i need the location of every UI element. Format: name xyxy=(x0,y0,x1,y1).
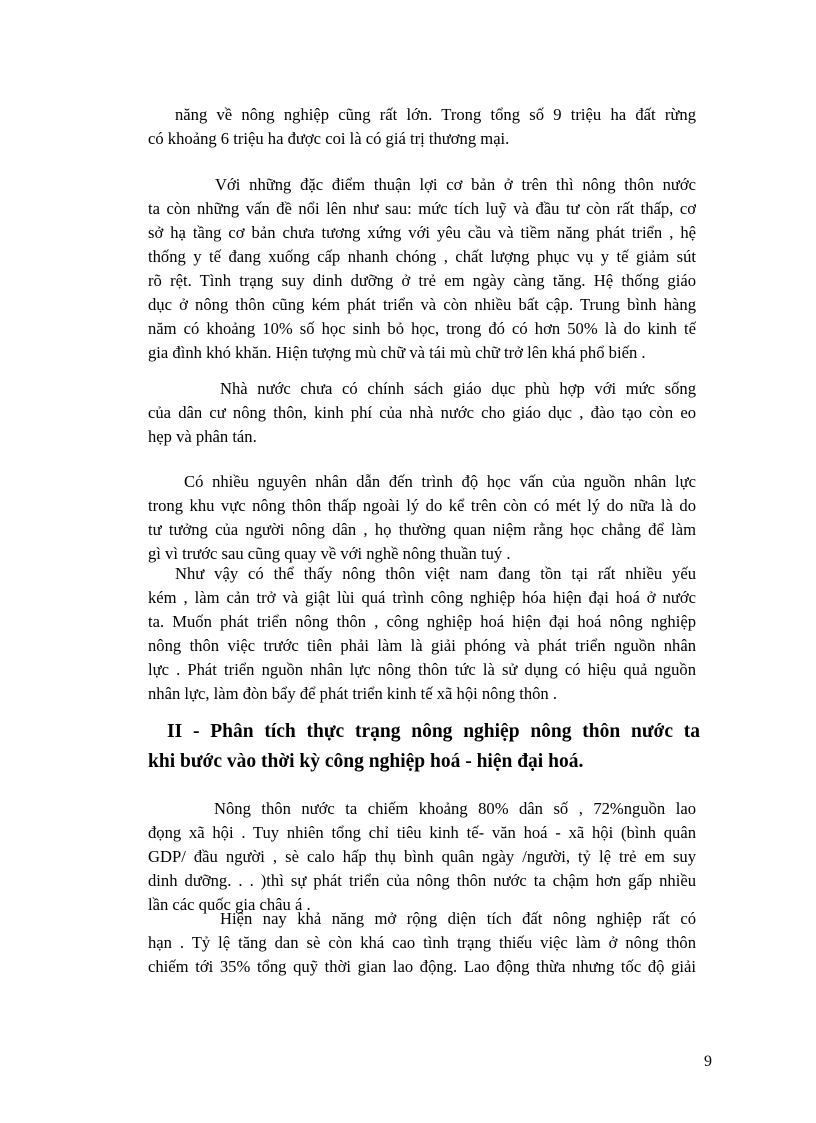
paragraph-1 xyxy=(148,103,696,151)
text-line: lần các quốc gia châu á . xyxy=(148,895,311,914)
text-line: năng về nông nghiệp cũng rất lớn. Trong tổng số 9 triệu ha đất rừng xyxy=(175,105,696,124)
page-number: 9 xyxy=(704,1053,712,1070)
text-line: gì vì trước sau cũng quay về với nghề nông thuần tuý . xyxy=(148,544,511,563)
text-line: Nhà nước chưa có chính sách giáo dục phù hợp với mức sống xyxy=(220,379,696,398)
text-line: rõ rệt. Tình trạng suy dinh dưỡng ở trẻ em ngày càng tăng. Hệ thống giáo xyxy=(148,271,696,290)
text-line: năm có khoảng 10% số học sinh bỏ học, trong đó có hơn 50% là do kinh tế xyxy=(148,319,696,338)
text-line: Hiện nay khả năng mở rộng diện tích đất nông nghiệp rất có xyxy=(220,909,696,928)
text-line: tư tưởng của người nông dân , họ thường quan niệm rằng học chẳng để làm xyxy=(148,520,696,539)
text-line: Với những đặc điểm thuận lợi cơ bản ở trên thì nông thôn nước xyxy=(215,175,696,194)
text-line: ta. Muốn phát triển nông thôn , công nghiệp hoá hiện đại hoá nông nghiệp xyxy=(148,612,696,631)
text-line: của dân cư nông thôn, kinh phí của nhà nước cho giáo dục , đào tạo còn eo xyxy=(148,403,696,422)
text-line: GDP/ đầu người , sè calo hấp thụ bình quân ngày /người, tỷ lệ trẻ em suy xyxy=(148,847,696,866)
text-line: trong khu vực nông thôn thấp ngoài lý do kể trên còn có mét lý do nữa là do xyxy=(148,496,696,515)
text-line: có khoảng 6 triệu ha được coi là có giá trị thương mại. xyxy=(148,129,510,148)
text-line: dinh dưỡng. . . )thì sự phát triển của nông thôn nước ta chậm hơn gấp nhiều xyxy=(148,871,696,890)
paragraph-3 xyxy=(148,377,696,449)
text-line: Nông thôn nước ta chiếm khoảng 80% dân số , 72%nguồn lao xyxy=(214,799,696,818)
heading-line: II - Phân tích thực trạng nông nghiệp nông thôn nước ta xyxy=(167,721,700,742)
text-line: hẹp và phân tán. xyxy=(148,427,257,446)
text-line: chiếm tới 35% tổng quỹ thời gian lao động. Lao động thừa nhưng tốc độ giải xyxy=(148,957,696,976)
paragraph-7 xyxy=(148,907,696,979)
text-line: Như vậy có thể thấy nông thôn việt nam đang tồn tại rất nhiều yếu xyxy=(175,564,696,583)
paragraph-2 xyxy=(148,173,696,365)
paragraph-6 xyxy=(148,797,696,917)
text-line: hạn . Tỷ lệ tăng dan sè còn khá cao tình trạng thiếu việc làm ở nông thôn xyxy=(148,933,696,952)
text-line: nhân lực, làm đòn bẩy để phát triển kinh tế xã hội nông thôn . xyxy=(148,684,558,703)
section-heading xyxy=(148,717,700,777)
text-line: lực . Phát triển nguồn nhân lực nông thôn tức là sử dụng có hiệu quả nguồn xyxy=(148,660,696,679)
text-line: ta còn những vấn đề nổi lên như sau: mức tích luỹ và đầu tư còn rất thấp, cơ xyxy=(148,199,696,218)
text-line: Có nhiều nguyên nhân dẫn đến trình độ học vấn của nguồn nhân lực xyxy=(184,472,696,491)
text-line: sở hạ tầng cơ bản chưa tương xứng với yêu cầu và tiềm năng phát triển , hệ xyxy=(148,223,696,242)
text-line: đọng xã hội . Tuy nhiên tổng chỉ tiêu kinh tế- văn hoá - xã hội (bình quân xyxy=(148,823,696,842)
heading-line: khi bước vào thời kỳ công nghiệp hoá - hiện đại hoá. xyxy=(148,751,584,772)
text-line: nông thôn việc trước tiên phải làm là giải phóng và phát triển nguồn nhân xyxy=(148,636,696,655)
paragraph-4 xyxy=(148,470,696,566)
text-line: gia đình khó khăn. Hiện tượng mù chữ và tái mù chữ trở lên khá phổ biến . xyxy=(148,343,646,362)
text-line: kém , làm cản trở và giật lùi quá trình công nghiệp hóa hiện đại hoá ở nước xyxy=(148,588,696,607)
text-line: dục ở nông thôn cũng kém phát triển và còn nhiều bất cập. Trung bình hàng xyxy=(148,295,696,314)
text-line: thống y tế đang xuống cấp nhanh chóng , chất lượng phục vụ y tế giảm sút xyxy=(148,247,696,266)
paragraph-5 xyxy=(148,562,696,706)
